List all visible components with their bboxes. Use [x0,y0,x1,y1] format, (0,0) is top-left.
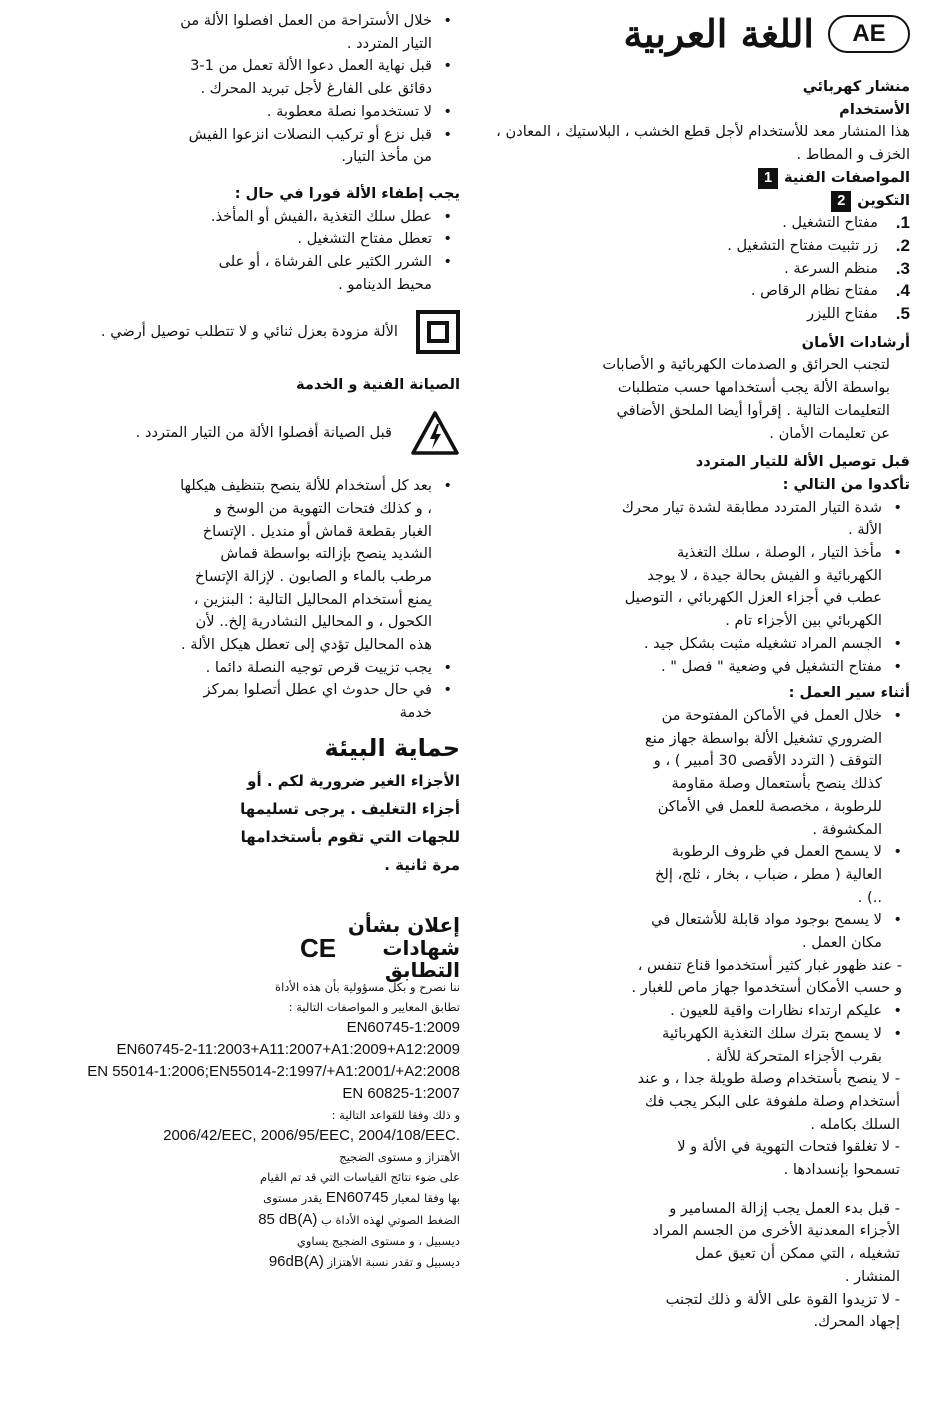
standard-line: EN 55014-1:2006;EN55014-2:1997/+A1:2001/+A2:2008 [87,1062,460,1080]
standard-line: EN60745-2-11:2003+A11:2007+A1:2009+A12:2009 [116,1040,460,1058]
specs-figure-number: 1 [758,168,778,189]
list-item: • تعطل مفتاح التشغيل . [190,228,460,251]
declaration-line: الأهتزاز و مستوى الضجيج [339,1149,460,1164]
directives-line: 2006/42/EEC, 2006/95/EEC, 2004/108/EEC. [163,1126,460,1144]
dust-item: - عند ظهور غبار كثير أستخدموا قناع تنفس ، و حسب الأمكان أستخدموا جهاز ماص للغبار . [631,956,902,997]
list-item: • في حال حدوث اي عطل أتصلوا بمركز خدمة [180,679,460,724]
language-title: اللغة العربية [623,11,814,56]
list-item: 4. مفتاح نظام الرقاص . [750,281,910,301]
list-item: • الشرر الكثير على الفرشاة ، أو على محيط الدينامو . [190,251,460,296]
components-title: التكوين2 [490,190,910,213]
maintenance-warning-row [30,405,460,461]
electric-hazard-icon [410,410,460,456]
list-item: 1. مفتاح التشغيل . [782,213,910,233]
list-item: • لا تستخدموا نصلة معطوبة . [180,101,460,124]
right-column [490,0,910,1334]
list-item: 2. زر تثبيت مفتاح التشغيل . [727,235,910,255]
safety-text: لتجنب الحرائق و الصدمات الكهربائية و الأصابات بواسطة الألة يجب أستخدامها حسب متطلبات التعليمات التالية . إقرأوا أيضا الملحق الأضافي عن تعليمات الأمان . [602,356,890,442]
list-item: • عطل سلك التغذية ،الفيش أو المأخذ. [190,206,460,229]
list-item: • الجسم المراد تشغيله مثبت بشكل جيد . [620,633,910,656]
list-item: • قبل نهاية العمل دعوا الألة تعمل من 1-3 دقائق على الفارغ لأجل تبريد المحرك . [180,55,460,100]
environment-text: الأجزاء الغير ضرورية لكم . أو أجزاء التغليف . يرجى تسليمها للجهات التي تقوم بأستخدامها مرة ثانية . [240,771,460,874]
product-title: منشار كهربائي [802,78,910,95]
check-title: تأكدوا من التالي : [782,475,910,493]
during-work-list [490,705,910,955]
shutoff-title: يجب إطفاء الألة فورا في حال : [234,184,460,202]
usage-text: هذا المنشار معد للأستخدام لأجل قطع الخشب ، البلاستيك ، المعادن ، الخزف و المطاط . [496,123,910,164]
dash-item: - لا تزيدوا القوة على الألة و ذلك لتجنب إجهاد المحرك. [665,1290,900,1331]
safety-title: أرشادات الأمان [801,333,910,351]
declaration-line: بها وفقا لمعيار EN60745 يقدر مستوى [263,1188,460,1206]
list-item: • لا يسمح العمل في ظروف الرطوبة العالية ( مطر ، ضباب ، بخار ، ثلج، إلخ ..) . [640,841,910,909]
declaration-line: ديسبيل ، و مستوى الضجيج يساوي [296,1233,460,1248]
list-item: • مأخذ التيار ، الوصلة ، سلك التغذية الكهربائية و الفيش بحالة جيدة ، لا يوجد عطب في أجزاء العزل الكهربائي ، التوصيل الكهربائي بين الأجزاء تام . [620,542,910,633]
protection-list [490,1000,910,1068]
during-work-title: أثناء سير العمل : [788,684,910,702]
shutoff-list [30,206,460,297]
language-header [490,8,910,60]
list-item: • قبل نزع أو تركيب النصلات انزعوا الفيش من مأخذ التيار. [180,124,460,169]
standard-line: EN60745-1:2009 [346,1018,460,1036]
declaration-line: ننا نصرح و بكل مسؤولية بأن هذه الأداة [275,979,460,994]
declaration-title: إعلان بشأن شهادات التطابق [347,912,460,983]
declaration-body [30,977,460,1273]
components-list [490,212,910,326]
list-item: • مفتاح التشغيل في وضعية " فصل " . [620,656,910,679]
usage-title: الأستخدام [839,100,910,118]
standard-line: EN 60825-1:2007 [342,1084,460,1102]
double-insulation-icon [416,310,460,354]
maintenance-list [30,475,460,725]
language-code-badge: AE [828,15,910,53]
list-item: • يجب تزييت قرص توجيه النصلة دائما . [180,657,460,680]
specs-title: المواصفات الفنية1 [490,167,910,190]
dash-item: - لا ينصح بأستخدام وصلة طويلة جدا ، و عند أستخدام وصلة ملفوفة على البكر يجب فك السلك بكامله . [637,1070,900,1133]
declaration-header [30,912,460,983]
declaration-line: تطابق المعايير و المواصفات التالية : [288,999,460,1014]
before-connection-title: قبل توصيل الألة للتيار المتردد [695,453,910,471]
environment-title: حماية البيئة [324,733,460,762]
list-item: • خلال العمل في الأماكن المفتوحة من الضروري تشغيل الألة بواسطة جهاز منع التوقف ( التردد الأقصى 30 أمبير ) ، و كذلك ينصح بأستعمال وصلة مقاومة للرطوبة ، مخصصة للعمل في الأماكن المكشوفة . [640,705,910,841]
declaration-line: على ضوء نتائج القياسات التي قد تم القيام [260,1169,460,1184]
declaration-line: الضغط الصوتي لهذه الأداة ب 85 dB(A) [258,1210,460,1228]
list-item: • بعد كل أستخدام للألة ينصح بتنظيف هيكلها ، و كذلك فتحات التهوية من الوسخ و الغبار بقطعة قماش أو منديل . الإتساخ الشديد ينصح بإزالته بواسطة قماش مرطب بالماء و الصابون . لإزالة الإتساخ يمنع أستخدام المحاليل التالية : البنزين ، الكحول ، و المحاليل النشادرية إلخ.. لأن هذه المحاليل تؤدي إلى تعطل هيكل الألة . [180,475,460,657]
maintenance-warning-text: قبل الصيانة أفصلوا الألة من التيار المتردد . [135,423,392,441]
declaration-line: ديسبيل و تقدر نسبة الأهتزاز 96dB(A) [268,1252,460,1270]
list-item: • عليكم ارتداء نظارات واقية للعيون . [630,1000,910,1023]
dash-item: - قبل بدء العمل يجب إزالة المسامير و الأجزاء المعدنية الأخرى من الجسم المراد تشغيله ، التي ممكن أن تعيق عمل المنشار . [652,1199,900,1285]
dash-item: - لا تغلقوا فتحات التهوية في الألة و لا تسمحوا بإنسدادها . [677,1138,900,1179]
ce-mark-icon: CE [300,932,337,963]
maintenance-title: الصيانة الفنية و الخدمة [295,376,460,394]
insulation-text: الألة مزودة بعزل ثنائي و لا تتطلب توصيل أرضي . [100,323,398,341]
list-item: • خلال الأستراحة من العمل افصلوا الألة من التيار المتردد . [180,10,460,55]
list-item: • لا يسمح بوجود مواد قابلة للأشتعال في مكان العمل . [640,909,910,954]
declaration-line: و ذلك وفقا للقواعد التالية : [331,1107,460,1122]
list-item: • شدة التيار المتردد مطابقة لشدة تيار محرك الألة . [620,497,910,542]
insulation-row [30,306,460,358]
list-item: 3. منظم السرعة . [784,258,910,278]
check-list [490,497,910,679]
components-figure-number: 2 [831,191,851,212]
list-item: • لا يسمح بترك سلك التغذية الكهربائية بقرب الأجزاء المتحركة للألة . [630,1023,910,1068]
left-column [30,0,460,1273]
list-item: 5. مفتاح الليزر [807,304,910,324]
rest-list [30,10,460,169]
